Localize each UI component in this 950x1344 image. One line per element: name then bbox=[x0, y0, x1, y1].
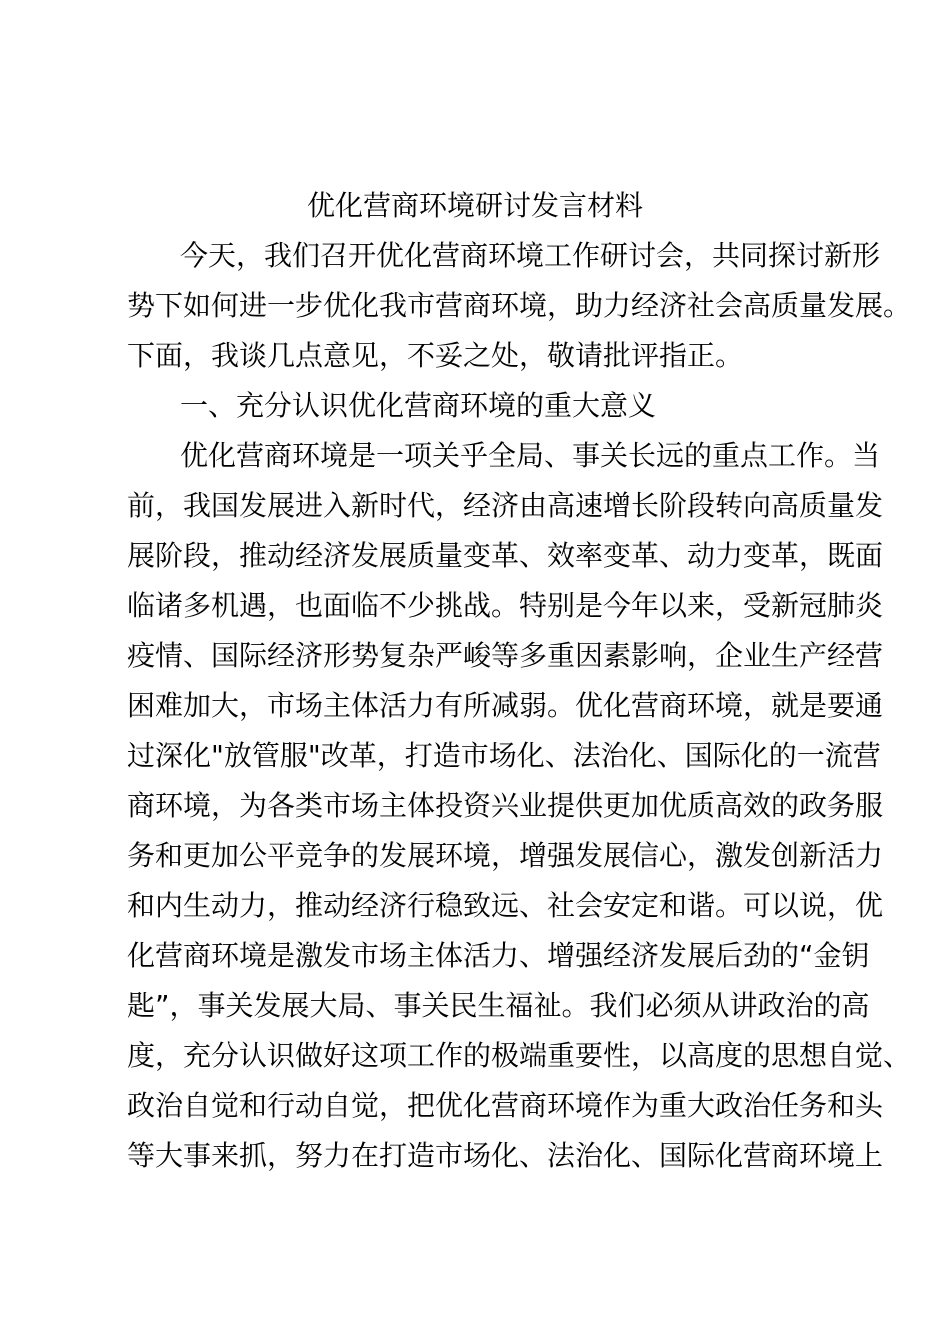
section-heading: 一、充分认识优化营商环境的重大意义 bbox=[180, 389, 657, 422]
paragraph-line: 政治自觉和行动自觉，把优化营商环境作为重大政治任务和头 bbox=[127, 1089, 884, 1122]
paragraph-line: 务和更加公平竞争的发展环境，增强发展信心，激发创新活力 bbox=[127, 839, 884, 872]
paragraph-line: 商环境，为各类市场主体投资兴业提供更加优质高效的政务服 bbox=[127, 789, 884, 822]
paragraph-line: 今天，我们召开优化营商环境工作研讨会，共同探讨新形 bbox=[180, 239, 881, 272]
paragraph-line: 和内生动力，推动经济行稳致远、社会安定和谐。可以说，优 bbox=[127, 889, 884, 922]
paragraph-line: 疫情、国际经济形势复杂严峻等多重因素影响，企业生产经营 bbox=[127, 639, 884, 672]
paragraph-line: 优化营商环境是一项关乎全局、事关长远的重点工作。当 bbox=[180, 439, 881, 472]
paragraph-line: 困难加大，市场主体活力有所减弱。优化营商环境，就是要通 bbox=[127, 689, 884, 722]
paragraph-line: 过深化"放管服"改革，打造市场化、法治化、国际化的一流营 bbox=[127, 739, 881, 772]
paragraph-line: 等大事来抓，努力在打造市场化、法治化、国际化营商环境上 bbox=[127, 1139, 884, 1172]
paragraph-line: 前，我国发展进入新时代，经济由高速增长阶段转向高质量发 bbox=[127, 489, 884, 522]
paragraph-line: 下面，我谈几点意见，不妥之处，敬请批评指正。 bbox=[127, 339, 744, 372]
paragraph-line: 展阶段，推动经济发展质量变革、效率变革、动力变革，既面 bbox=[127, 539, 884, 572]
paragraph-line: 化营商环境是激发市场主体活力、增强经济发展后劲的“金钥 bbox=[127, 939, 870, 972]
paragraph-line: 度，充分认识做好这项工作的极端重要性，以高度的思想自觉、 bbox=[127, 1039, 912, 1072]
document-title: 优化营商环境研讨发言材料 bbox=[306, 189, 643, 222]
paragraph-line: 匙”，事关发展大局、事关民生福祉。我们必须从讲政治的高 bbox=[127, 989, 870, 1022]
paragraph-line: 临诸多机遇，也面临不少挑战。特别是今年以来，受新冠肺炎 bbox=[127, 589, 884, 622]
paragraph-line: 势下如何进一步优化我市营商环境，助力经济社会高质量发展。 bbox=[127, 289, 912, 322]
